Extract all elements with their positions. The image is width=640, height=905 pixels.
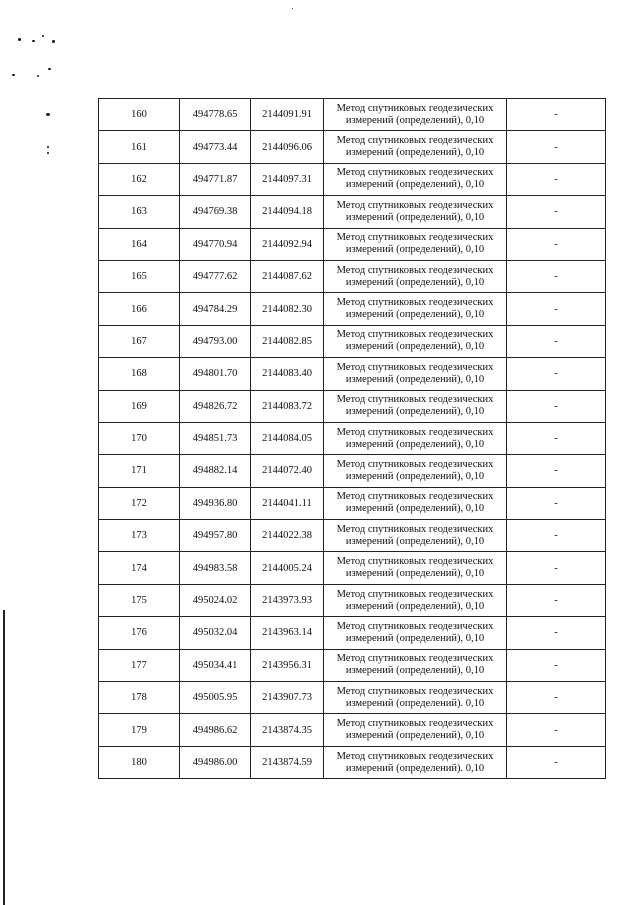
point-number-cell: 175	[99, 584, 180, 616]
x-coordinate-cell: 494882.14	[180, 455, 251, 487]
method-text-line: Метод спутниковых геодезических	[336, 556, 494, 568]
method-text-line: Метод спутниковых геодезических	[336, 232, 494, 244]
method-cell	[324, 196, 507, 228]
description-cell: -	[507, 293, 606, 325]
point-number-cell: 168	[99, 358, 180, 390]
y-coordinate-cell: 2144041.11	[251, 487, 324, 519]
y-coordinate-cell: 2144083.40	[251, 358, 324, 390]
method-cell	[324, 649, 507, 681]
x-coordinate-cell: 494773.44	[180, 131, 251, 163]
y-coordinate-cell: 2143907.73	[251, 682, 324, 714]
method-accuracy-line: измерений (определений), 0,10	[345, 276, 485, 288]
table-row	[99, 552, 606, 584]
method-text-line: Метод спутниковых геодезических	[336, 426, 494, 438]
y-coordinate-cell: 2143956.31	[251, 649, 324, 681]
method-cell	[324, 584, 507, 616]
scan-speck	[292, 8, 293, 9]
method-text-line: Метод спутниковых геодезических	[336, 750, 494, 762]
x-coordinate-cell: 495034.41	[180, 649, 251, 681]
x-coordinate-cell: 494771.87	[180, 163, 251, 195]
x-coordinate-cell: 494936.80	[180, 487, 251, 519]
method-text-line: Метод спутниковых геодезических	[336, 102, 494, 114]
method-text-line: Метод спутниковых геодезических	[336, 361, 494, 373]
method-cell	[324, 617, 507, 649]
point-number-cell: 179	[99, 714, 180, 746]
method-accuracy-line: измерений (определений), 0,10	[345, 665, 485, 677]
scan-speck	[48, 68, 51, 70]
method-accuracy-line: измерений (определений), 0,10	[345, 438, 485, 450]
x-coordinate-cell: 494851.73	[180, 422, 251, 454]
x-coordinate-cell: 494770.94	[180, 228, 251, 260]
y-coordinate-cell: 2144087.62	[251, 260, 324, 292]
scan-edge-line	[3, 610, 5, 905]
method-cell	[324, 746, 507, 778]
point-number-cell: 172	[99, 487, 180, 519]
description-cell: -	[507, 131, 606, 163]
description-cell: -	[507, 390, 606, 422]
method-text-line: Метод спутниковых геодезических	[336, 199, 494, 211]
table-row	[99, 617, 606, 649]
description-cell: -	[507, 358, 606, 390]
method-accuracy-line: измерений (определений). 0,10	[345, 697, 485, 709]
x-coordinate-cell: 494793.00	[180, 325, 251, 357]
scan-speck	[52, 40, 55, 43]
method-text-line: Метод спутниковых геодезических	[336, 264, 494, 276]
scan-speck	[42, 35, 44, 37]
table-row	[99, 390, 606, 422]
coordinates-table-body	[99, 99, 606, 779]
y-coordinate-cell: 2144097.31	[251, 163, 324, 195]
point-number-cell: 162	[99, 163, 180, 195]
method-accuracy-line: измерений (определений), 0,10	[345, 341, 485, 353]
y-coordinate-cell: 2144091.91	[251, 99, 324, 131]
table-row	[99, 584, 606, 616]
method-cell	[324, 163, 507, 195]
method-accuracy-line: измерений (определений), 0,10	[345, 600, 485, 612]
x-coordinate-cell: 495024.02	[180, 584, 251, 616]
method-accuracy-line: измерений (определений), 0,10	[345, 568, 485, 580]
x-coordinate-cell: 494826.72	[180, 390, 251, 422]
table-row	[99, 99, 606, 131]
method-accuracy-line: измерений (определений), 0,10	[345, 147, 485, 159]
description-cell: -	[507, 552, 606, 584]
table-row	[99, 422, 606, 454]
y-coordinate-cell: 2144022.38	[251, 520, 324, 552]
description-cell: -	[507, 487, 606, 519]
description-cell: -	[507, 196, 606, 228]
description-cell: -	[507, 260, 606, 292]
table-row	[99, 455, 606, 487]
point-number-cell: 180	[99, 746, 180, 778]
table-row	[99, 260, 606, 292]
table-row	[99, 649, 606, 681]
table-row	[99, 196, 606, 228]
x-coordinate-cell: 495032.04	[180, 617, 251, 649]
point-number-cell: 169	[99, 390, 180, 422]
x-coordinate-cell: 495005.95	[180, 682, 251, 714]
method-accuracy-line: измерений (определений), 0,10	[345, 730, 485, 742]
table-row	[99, 228, 606, 260]
point-number-cell: 164	[99, 228, 180, 260]
method-cell	[324, 358, 507, 390]
method-text-line: Метод спутниковых геодезических	[336, 135, 494, 147]
description-cell: -	[507, 617, 606, 649]
point-number-cell: 171	[99, 455, 180, 487]
method-accuracy-line: измерений (определений), 0,10	[345, 470, 485, 482]
x-coordinate-cell: 494784.29	[180, 293, 251, 325]
description-cell: -	[507, 746, 606, 778]
table-row	[99, 714, 606, 746]
method-cell	[324, 131, 507, 163]
y-coordinate-cell: 2144083.72	[251, 390, 324, 422]
point-number-cell: 167	[99, 325, 180, 357]
method-accuracy-line: измерений (определений), 0,10	[345, 211, 485, 223]
coordinates-table	[98, 98, 606, 779]
scan-speck	[37, 75, 39, 77]
point-number-cell: 160	[99, 99, 180, 131]
method-cell	[324, 99, 507, 131]
method-accuracy-line: измерений (определений), 0,10	[345, 179, 485, 191]
point-number-cell: 163	[99, 196, 180, 228]
description-cell: -	[507, 163, 606, 195]
method-accuracy-line: измерений (определений), 0,10	[345, 114, 485, 126]
y-coordinate-cell: 2143973.93	[251, 584, 324, 616]
method-text-line: Метод спутниковых геодезических	[336, 653, 494, 665]
description-cell: -	[507, 422, 606, 454]
point-number-cell: 165	[99, 260, 180, 292]
method-cell	[324, 390, 507, 422]
method-text-line: Метод спутниковых геодезических	[336, 685, 494, 697]
table-row	[99, 746, 606, 778]
y-coordinate-cell: 2144092.94	[251, 228, 324, 260]
method-cell	[324, 325, 507, 357]
method-text-line: Метод спутниковых геодезических	[336, 620, 494, 632]
description-cell: -	[507, 228, 606, 260]
x-coordinate-cell: 494778.65	[180, 99, 251, 131]
description-cell: -	[507, 325, 606, 357]
table-row	[99, 682, 606, 714]
x-coordinate-cell: 494777.62	[180, 260, 251, 292]
method-text-line: Метод спутниковых геодезических	[336, 458, 494, 470]
method-cell	[324, 228, 507, 260]
x-coordinate-cell: 494801.70	[180, 358, 251, 390]
y-coordinate-cell: 2144082.30	[251, 293, 324, 325]
description-cell: -	[507, 714, 606, 746]
method-cell	[324, 714, 507, 746]
description-cell: -	[507, 649, 606, 681]
scan-speck	[46, 113, 50, 116]
method-text-line: Метод спутниковых геодезических	[336, 329, 494, 341]
description-cell: -	[507, 455, 606, 487]
point-number-cell: 173	[99, 520, 180, 552]
method-accuracy-line: измерений (определений), 0,10	[345, 503, 485, 515]
scan-speck	[47, 146, 49, 148]
method-text-line: Метод спутниковых геодезических	[336, 523, 494, 535]
point-number-cell: 161	[99, 131, 180, 163]
method-accuracy-line: измерений (определений), 0,10	[345, 535, 485, 547]
table-row	[99, 293, 606, 325]
scan-speck	[32, 40, 35, 42]
table-row	[99, 131, 606, 163]
method-cell	[324, 552, 507, 584]
description-cell: -	[507, 99, 606, 131]
y-coordinate-cell: 2144072.40	[251, 455, 324, 487]
y-coordinate-cell: 2143874.59	[251, 746, 324, 778]
point-number-cell: 170	[99, 422, 180, 454]
y-coordinate-cell: 2144094.18	[251, 196, 324, 228]
method-cell	[324, 487, 507, 519]
method-accuracy-line: измерений (определений), 0,10	[345, 632, 485, 644]
table-row	[99, 487, 606, 519]
method-accuracy-line: измерений (определений). 0,10	[345, 762, 485, 774]
method-cell	[324, 520, 507, 552]
method-text-line: Метод спутниковых геодезических	[336, 394, 494, 406]
method-accuracy-line: измерений (определений), 0,10	[345, 406, 485, 418]
y-coordinate-cell: 2143874.35	[251, 714, 324, 746]
description-cell: -	[507, 682, 606, 714]
point-number-cell: 177	[99, 649, 180, 681]
method-cell	[324, 455, 507, 487]
scan-speck	[12, 74, 15, 76]
description-cell: -	[507, 520, 606, 552]
y-coordinate-cell: 2144084.05	[251, 422, 324, 454]
y-coordinate-cell: 2144082.85	[251, 325, 324, 357]
scan-speck	[47, 152, 49, 154]
x-coordinate-cell: 494957.80	[180, 520, 251, 552]
description-cell: -	[507, 584, 606, 616]
y-coordinate-cell: 2143963.14	[251, 617, 324, 649]
table-row	[99, 325, 606, 357]
point-number-cell: 174	[99, 552, 180, 584]
table-row	[99, 163, 606, 195]
point-number-cell: 176	[99, 617, 180, 649]
method-accuracy-line: измерений (определений), 0,10	[345, 244, 485, 256]
method-cell	[324, 422, 507, 454]
x-coordinate-cell: 494986.00	[180, 746, 251, 778]
y-coordinate-cell: 2144096.06	[251, 131, 324, 163]
method-cell	[324, 260, 507, 292]
table-row	[99, 358, 606, 390]
method-text-line: Метод спутниковых геодезических	[336, 718, 494, 730]
method-cell	[324, 682, 507, 714]
method-text-line: Метод спутниковых геодезических	[336, 297, 494, 309]
x-coordinate-cell: 494769.38	[180, 196, 251, 228]
scan-speck	[18, 38, 21, 41]
method-accuracy-line: измерений (определений), 0,10	[345, 309, 485, 321]
method-cell	[324, 293, 507, 325]
point-number-cell: 178	[99, 682, 180, 714]
x-coordinate-cell: 494983.58	[180, 552, 251, 584]
method-text-line: Метод спутниковых геодезических	[336, 491, 494, 503]
point-number-cell: 166	[99, 293, 180, 325]
table-row	[99, 520, 606, 552]
y-coordinate-cell: 2144005.24	[251, 552, 324, 584]
x-coordinate-cell: 494986.62	[180, 714, 251, 746]
method-accuracy-line: измерений (определений), 0,10	[345, 373, 485, 385]
method-text-line: Метод спутниковых геодезических	[336, 588, 494, 600]
method-text-line: Метод спутниковых геодезических	[336, 167, 494, 179]
